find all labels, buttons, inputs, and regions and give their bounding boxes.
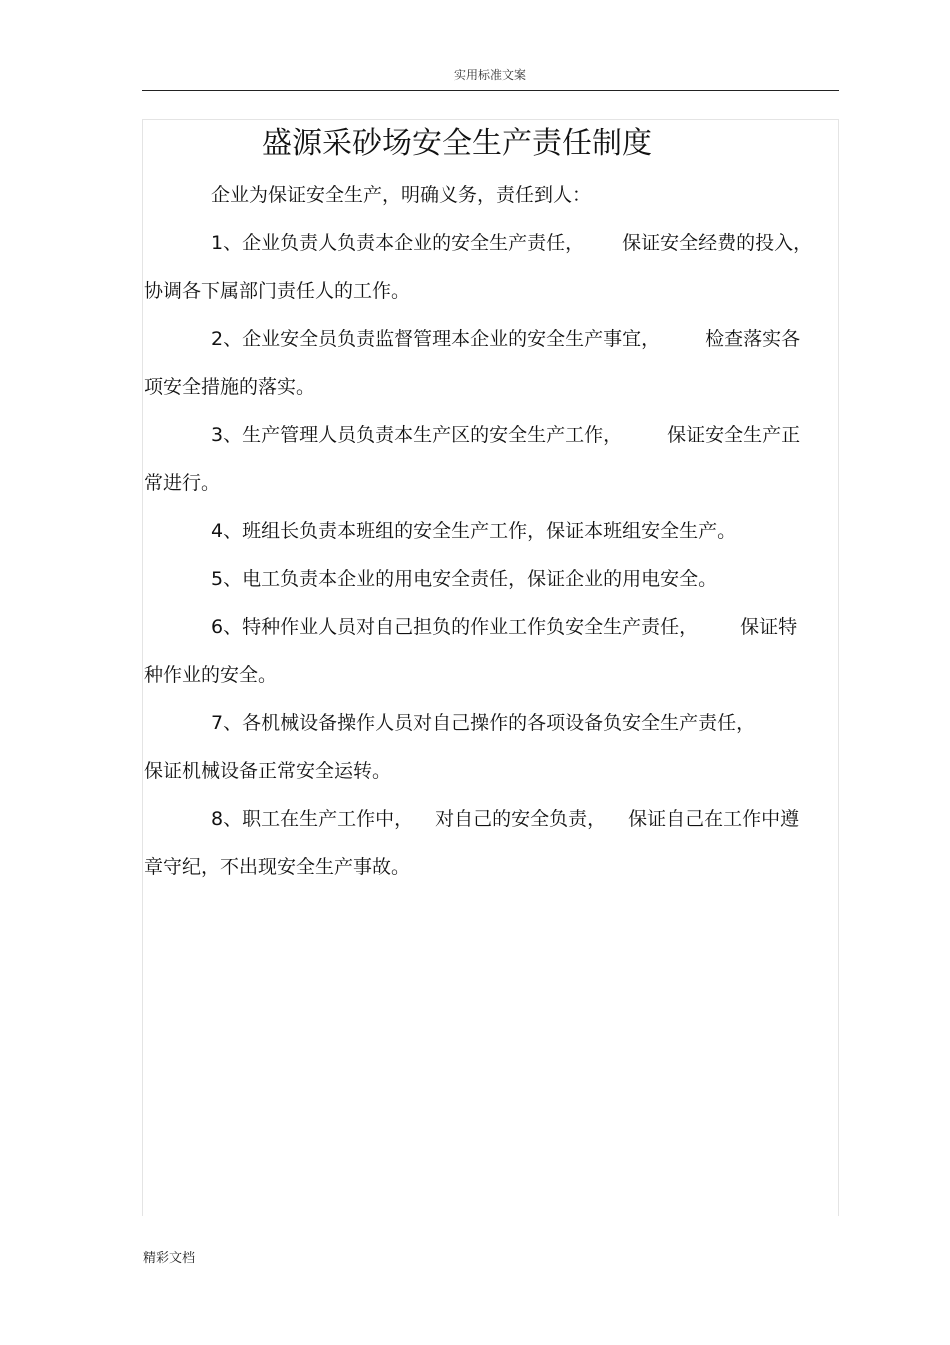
clause-8-text-a: 8、职工在生产工作中， [211, 808, 414, 830]
clause-3-line-1 [144, 411, 834, 459]
clause-4 [144, 507, 834, 555]
page-footer-text: 精彩文档 [143, 1251, 196, 1266]
intro-text: 企业为保证安全生产，明确义务，责任到人： [211, 184, 592, 206]
clause-6-line-1 [144, 603, 834, 651]
clause-3-line-2: 常进行。 [144, 472, 221, 494]
clause-8-line-1 [144, 795, 834, 843]
clause-2-line-1 [144, 315, 834, 363]
page-header-text: 实用标准文案 [453, 68, 526, 82]
clause-3-text-a: 3、生产管理人员负责本生产区的安全生产工作， [211, 424, 623, 446]
clause-2-text-b: 检查落实各 [705, 328, 801, 350]
clause-6-text-a: 6、特种作业人员对自己担负的作业工作负安全生产责任， [211, 616, 699, 638]
clause-8-text-b: 对自己的安全负责， [435, 808, 607, 830]
clause-1-line-2: 协调各下属部门责任人的工作。 [144, 280, 411, 302]
clause-5-line-1: 5、电工负责本企业的用电安全责任，保证企业的用电安全。 [211, 568, 718, 590]
clause-2-text-a: 2、企业安全员负责监督管理本企业的安全生产事宜， [211, 328, 661, 350]
clause-5 [144, 555, 834, 603]
clause-8 [144, 795, 834, 891]
clause-1-text-a: 1、企业负责人负责本企业的安全生产责任， [211, 232, 585, 254]
clause-7-line-2: 保证机械设备正常安全运转。 [144, 760, 392, 782]
clause-8-text-c: 保证自己在工作中遵 [628, 808, 800, 830]
clause-6 [144, 603, 834, 699]
clause-6-text-b: 保证特 [740, 616, 798, 638]
clause-1 [144, 219, 834, 315]
clause-1-text-b: 保证安全经费的投入， [622, 232, 813, 254]
clause-4-line-1: 4、班组长负责本班组的安全生产工作，保证本班组安全生产。 [211, 520, 737, 542]
clause-7 [144, 699, 834, 795]
document-title: 盛源采砂场安全生产责任制度 [262, 126, 652, 161]
clause-2 [144, 315, 834, 411]
clause-8-line-2: 章守纪，不出现安全生产事故。 [144, 856, 411, 878]
clause-3 [144, 411, 834, 507]
clause-3-text-b: 保证安全生产正 [667, 424, 801, 446]
clause-2-line-2: 项安全措施的落实。 [144, 376, 316, 398]
clause-1-line-1 [144, 219, 834, 267]
intro-paragraph [144, 171, 834, 219]
header-divider [142, 90, 839, 91]
clause-6-line-2: 种作业的安全。 [144, 664, 278, 686]
clause-7-line-1: 7、各机械设备操作人员对自己操作的各项设备负安全生产责任， [211, 712, 756, 734]
